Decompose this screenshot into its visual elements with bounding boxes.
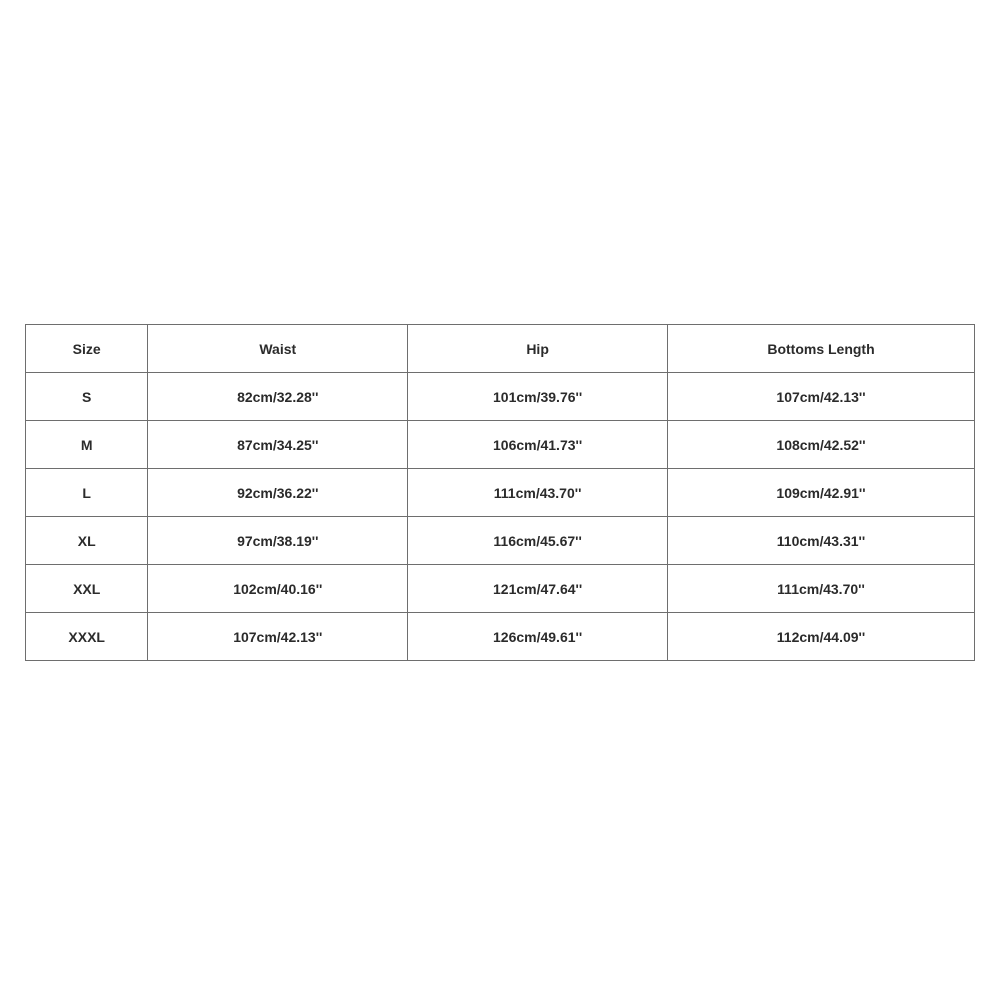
header-hip: Hip (408, 325, 668, 373)
size-cell: XXL (26, 565, 148, 613)
length-cell: 111cm/43.70'' (668, 565, 975, 613)
table-row (26, 421, 975, 469)
table-row (26, 613, 975, 661)
header-bottoms-length: Bottoms Length (668, 325, 975, 373)
size-cell: L (26, 469, 148, 517)
waist-cell: 97cm/38.19'' (148, 517, 408, 565)
header-size: Size (26, 325, 148, 373)
length-cell: 109cm/42.91'' (668, 469, 975, 517)
hip-cell: 121cm/47.64'' (408, 565, 668, 613)
hip-cell: 106cm/41.73'' (408, 421, 668, 469)
table-row (26, 517, 975, 565)
table-row (26, 469, 975, 517)
hip-cell: 126cm/49.61'' (408, 613, 668, 661)
length-cell: 107cm/42.13'' (668, 373, 975, 421)
size-cell: M (26, 421, 148, 469)
waist-cell: 87cm/34.25'' (148, 421, 408, 469)
waist-cell: 107cm/42.13'' (148, 613, 408, 661)
hip-cell: 101cm/39.76'' (408, 373, 668, 421)
size-chart-table (25, 324, 975, 661)
table-row (26, 373, 975, 421)
waist-cell: 102cm/40.16'' (148, 565, 408, 613)
header-row (26, 325, 975, 373)
length-cell: 112cm/44.09'' (668, 613, 975, 661)
table-header (26, 325, 975, 373)
table-body (26, 373, 975, 661)
size-cell: S (26, 373, 148, 421)
waist-cell: 92cm/36.22'' (148, 469, 408, 517)
size-cell: XXXL (26, 613, 148, 661)
hip-cell: 116cm/45.67'' (408, 517, 668, 565)
length-cell: 110cm/43.31'' (668, 517, 975, 565)
size-cell: XL (26, 517, 148, 565)
length-cell: 108cm/42.52'' (668, 421, 975, 469)
waist-cell: 82cm/32.28'' (148, 373, 408, 421)
hip-cell: 111cm/43.70'' (408, 469, 668, 517)
header-waist: Waist (148, 325, 408, 373)
table-row (26, 565, 975, 613)
